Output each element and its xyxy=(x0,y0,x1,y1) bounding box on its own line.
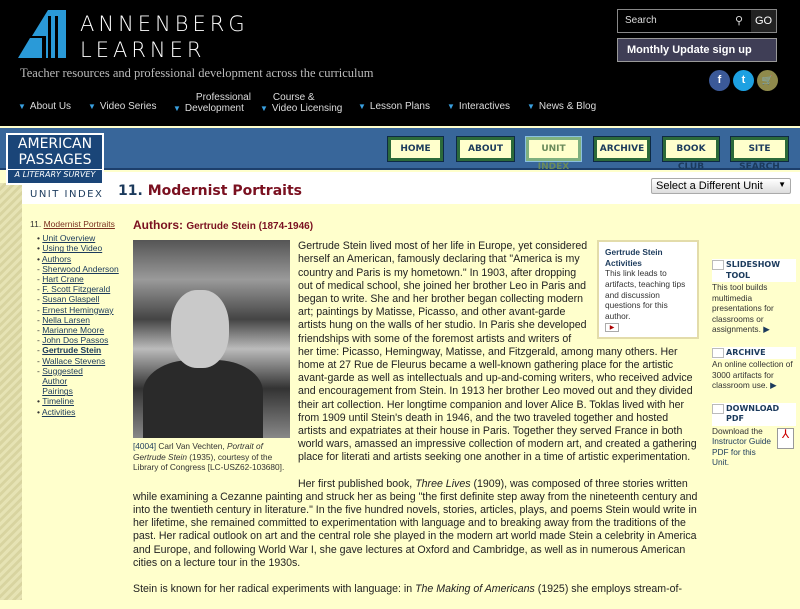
author-link[interactable]: F. Scott Fitzgerald xyxy=(42,284,111,295)
text: (1925) she employs stream-of- xyxy=(534,583,682,596)
slideshow-tool-heading[interactable]: SLIDESHOW TOOL xyxy=(712,259,796,282)
sidebar-subitem: - Susan Glaspell xyxy=(37,294,100,305)
title-text: Modernist Portraits xyxy=(147,183,302,199)
search-input[interactable] xyxy=(617,9,777,33)
nav-course-licensing[interactable] xyxy=(260,92,342,114)
home-button[interactable]: HOME xyxy=(388,137,443,161)
author-pairings-link[interactable]: Suggested Author Pairings xyxy=(42,365,83,397)
twitter-icon[interactable]: t xyxy=(733,70,754,91)
nav-label: About Us xyxy=(29,101,72,112)
text: Stein is known for her radical experiments with language: in xyxy=(133,583,416,596)
author-figure xyxy=(133,240,291,473)
annenberg-logo-icon[interactable] xyxy=(18,10,70,58)
artifact-link[interactable]: [4004] xyxy=(133,441,157,452)
slideshow-text: This tool builds multimedia presentations for classrooms or assignments. xyxy=(712,282,774,334)
sidebar-nav xyxy=(30,219,128,417)
tagline: Teacher resources and professional development across the curriculum xyxy=(20,66,374,80)
text: Her first published book, xyxy=(298,477,416,490)
sidebar-item: • Timeline xyxy=(37,396,74,407)
download-pdf-block xyxy=(712,403,796,468)
arrow-right-icon[interactable]: ▶ xyxy=(763,324,770,334)
sidebar-item: • Unit Overview xyxy=(37,233,96,244)
facebook-icon[interactable]: f xyxy=(709,70,730,91)
author-link[interactable]: Nella Larsen xyxy=(42,314,90,325)
arrow-right-icon[interactable]: ▶ xyxy=(770,380,777,390)
sidebar-item: • Activities xyxy=(37,406,76,417)
logo-line3: A LITERARY SURVEY xyxy=(8,169,102,179)
search-placeholder: Search xyxy=(625,15,657,26)
main-content xyxy=(133,219,699,609)
unit-select[interactable] xyxy=(651,178,791,194)
caption-text: (1935), courtesy of the Library of Congress [LC-USZ62-103680]. xyxy=(133,451,285,473)
nav-label-line1: Course & xyxy=(272,92,315,103)
unit-index-button[interactable]: UNIT INDEX xyxy=(526,137,581,161)
activities-text: This link leads to artifacts, teaching tips and discussion questions for this author. xyxy=(605,268,686,321)
nav-about-us[interactable] xyxy=(18,101,71,112)
sidebar-subitem: - Hart Crane xyxy=(37,274,84,285)
cart-icon[interactable]: 🛒 xyxy=(757,70,778,91)
author-heading xyxy=(133,219,699,233)
author-link[interactable]: John Dos Passos xyxy=(42,335,109,346)
book-title: The Making of Americans xyxy=(415,583,535,596)
author-link[interactable]: Wallace Stevens xyxy=(42,355,106,366)
nav-lesson-plans[interactable] xyxy=(358,101,430,112)
unit-number: 11. xyxy=(30,219,42,229)
brand-line1[interactable]: ANNENBERG xyxy=(80,12,249,36)
title-number: 11. xyxy=(118,183,143,199)
book-title: Three Lives xyxy=(415,477,471,490)
nav-label xyxy=(272,92,342,114)
nav-label: News & Blog xyxy=(538,101,597,112)
sidebar-subitem: - Gertrude Stein xyxy=(37,345,102,356)
nav-label-line1: Professional xyxy=(195,92,251,103)
author-link[interactable]: Hart Crane xyxy=(42,274,84,285)
nav-label: Interactives xyxy=(458,101,511,112)
author-link[interactable]: Susan Glaspell xyxy=(42,294,100,305)
paragraph xyxy=(133,478,699,570)
nav-label-line2: Video Licensing xyxy=(271,103,343,114)
monthly-update-signup-button[interactable]: Monthly Update sign up xyxy=(617,38,777,62)
right-sidebar xyxy=(712,259,796,480)
sidebar-link-timeline[interactable]: Timeline xyxy=(42,396,74,407)
sidebar-subitem: - John Dos Passos xyxy=(37,335,109,346)
nav-label: Video Series xyxy=(99,101,157,112)
archive-button[interactable]: ARCHIVE xyxy=(594,137,650,161)
sidebar-subitem: - Wallace Stevens xyxy=(37,355,106,366)
caret-down-icon: ▼ xyxy=(260,104,268,113)
sidebar-item: • Using the Video xyxy=(37,243,103,254)
caret-down-icon: ▼ xyxy=(358,102,366,111)
unit-index-label: UNIT INDEX xyxy=(30,189,104,200)
author-name: Gertrude Stein (1874-1946) xyxy=(186,221,314,232)
nav-interactives[interactable] xyxy=(447,101,510,112)
author-portrait[interactable] xyxy=(133,240,290,438)
nav-label-line2: Development xyxy=(184,103,244,114)
unit-select-value: Select a Different Unit xyxy=(656,180,763,192)
sidebar-subitem: - Sherwood Anderson xyxy=(37,263,119,274)
search-icon[interactable]: ⚲ xyxy=(735,15,744,27)
caption-text: Carl Van Vechten, xyxy=(156,441,227,452)
brand-line2[interactable]: LEARNER xyxy=(80,38,206,62)
caret-down-icon: ▼ xyxy=(527,102,535,111)
caret-down-icon: ▼ xyxy=(173,104,181,113)
nav-label: Lesson Plans xyxy=(369,101,430,112)
site-search-button[interactable]: SITE SEARCH xyxy=(731,137,788,161)
go-button[interactable]: GO xyxy=(751,10,776,32)
sidebar-subitem: - Nella Larsen xyxy=(37,314,90,325)
activities-link[interactable]: Gertrude Stein Activities xyxy=(605,247,663,268)
slideshow-tool-block xyxy=(712,259,796,335)
figure-caption xyxy=(133,441,291,473)
decorative-strip xyxy=(0,183,22,600)
caret-down-icon: ▼ xyxy=(88,102,96,111)
paragraph: Gertrude Stein lived most of her life in Europe, yet considered herself an American, famously declaring that "America is my country and Paris is my hometown." In 1903, after dropping out of medical school, she joined her brother Leo in Paris and began to write. She and her brother began collecting modern art; paintings by Matisse, Picasso, and other avant-garde artists hung on the walls of her studio. In Paris she developed friendships with some of the foremost artists and writers of her time: Picasso, Hemingway, Matisse, and Fitzgerald, among many others. Her home at 27 Rue de Fleurus became a well-known gathering place for the artistic avant-garde as well as intellectuals and up-and-coming writers, who received advice and encouragement from Stein. In 1913 her brother Leo moved out and they divided their art collection. Her longtime companion and lover Alice B. Toklas lived with her from 1909 until Stein's death in 1946, and the two traveled together and hosted artists and expatriates at their house in Paris. Together they served France in both world wars, amassed an impressive collection of modern art, and created a gathering place for literati and artists seeking one another in a time of artistic experimentation. xyxy=(298,240,697,464)
author-link[interactable]: Sherwood Anderson xyxy=(42,263,119,274)
archive-block xyxy=(712,347,796,391)
nav-video-series[interactable] xyxy=(88,101,156,112)
sidebar-link-activities[interactable]: Activities xyxy=(41,406,76,417)
sidebar-link-authors[interactable]: Authors xyxy=(41,253,72,264)
book-club-button[interactable]: BOOK CLUB xyxy=(663,137,719,161)
dropdown-arrow-icon: ▼ xyxy=(778,180,786,189)
sidebar-link-unit-overview[interactable]: Unit Overview xyxy=(42,233,96,244)
sidebar-subitem: - Suggested Author Pairings xyxy=(30,366,128,397)
caret-down-icon: ▼ xyxy=(447,102,455,111)
sidebar-subitem: - Marianne Moore xyxy=(37,325,105,336)
play-arrow-icon[interactable]: ▶ xyxy=(605,323,619,332)
caret-down-icon: ▼ xyxy=(18,102,26,111)
sidebar-link-using-video[interactable]: Using the Video xyxy=(42,243,103,254)
author-link[interactable]: Ernest Hemingway xyxy=(42,304,114,315)
american-passages-logo[interactable] xyxy=(6,133,104,185)
sidebar-subitem: - F. Scott Fitzgerald xyxy=(37,284,111,295)
author-link-current[interactable]: Gertrude Stein xyxy=(42,345,102,356)
text: (1909), was composed of three stories written while examining a Cezanne painting and struck her as being "the first definite step away from the nineteenth century and into the twentieth century in literature." In the five hundred novels, stories, articles, plays, and poems Stein would write in her lifetime, she remained committed to experimentation with language and to breaking away from the traditions of the past. Her radical outlook on art and the central role she played in the modern art world made Stein a celebrity in America and Europe, and following World War I, she gave lectures at Oxford and Cambridge, as well as in numerous American cities on a lecture tour in the 1930s. xyxy=(133,477,698,569)
heading-label: Authors: xyxy=(133,218,183,232)
download-pdf-heading[interactable]: DOWNLOAD PDF xyxy=(712,403,796,426)
paragraph xyxy=(133,583,699,596)
pdf-icon[interactable]: ⅄ xyxy=(777,428,794,449)
sidebar-item: • Authors xyxy=(37,253,72,264)
nav-news-blog[interactable] xyxy=(527,101,596,112)
sidebar-unit-link[interactable]: Modernist Portraits xyxy=(43,219,115,229)
sidebar-unit xyxy=(30,219,128,229)
pdf-text: Download the xyxy=(712,425,763,436)
sidebar-subitem: - Ernest Hemingway xyxy=(37,304,114,315)
nav-label xyxy=(185,92,251,114)
site-header xyxy=(0,0,800,126)
logo-line2: PASSAGES xyxy=(18,152,92,168)
archive-text: An online collection of 3000 artifacts for classroom use. xyxy=(712,359,793,390)
author-link[interactable]: Marianne Moore xyxy=(42,325,105,336)
instructor-guide-link[interactable]: Instructor Guide PDF for this Unit. xyxy=(712,436,772,467)
page-title xyxy=(118,183,302,199)
activities-box xyxy=(597,240,699,339)
about-button[interactable]: ABOUT xyxy=(457,137,514,161)
logo-line1: AMERICAN xyxy=(17,136,93,152)
nav-professional-development[interactable] xyxy=(173,92,251,114)
archive-heading[interactable]: ARCHIVE xyxy=(712,347,796,360)
caption-title: Portrait of Gertrude Stein xyxy=(133,441,263,462)
